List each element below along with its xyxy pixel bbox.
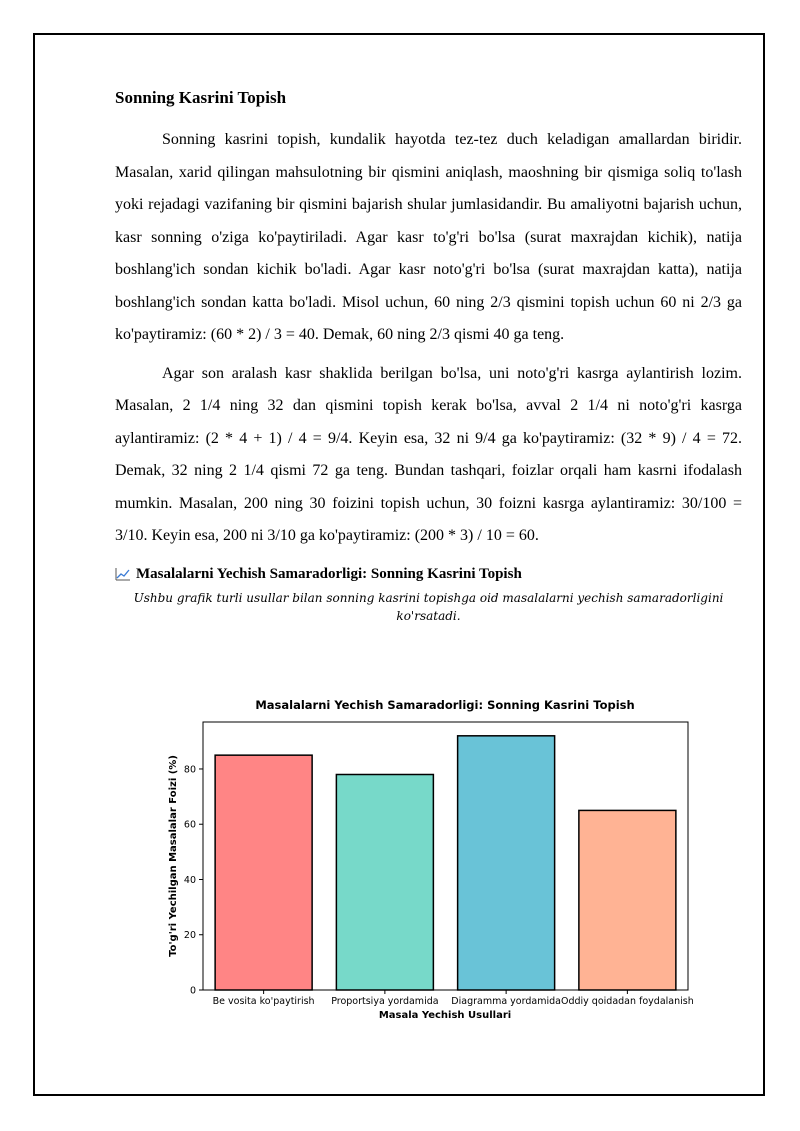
- y-axis-label: To'g'ri Yechilgan Masalalar Foizi (%): [168, 755, 179, 957]
- y-tick-label: 40: [183, 874, 196, 886]
- document-body: [115, 86, 742, 625]
- y-tick-label: 80: [183, 764, 196, 776]
- bar-3: [458, 736, 555, 990]
- chart-container: [150, 690, 710, 1030]
- paragraph-2: Agar son aralash kasr shaklida berilgan bo'lsa, uni noto'g'ri kasrga aylantirish lozim. Masalan, 2 1/4 ning 32 dan qismini topish kerak bo'lsa, avval 2 1/4 ni noto'g'ri kasrga aylantiramiz: (2 * 4 + 1) / 4 = 9/4. Keyin esa, 32 ni 9/4 ga ko'paytiramiz: (32 * 9) / 4 = 72. Demak, 32 ning 2 1/4 qismi 72 ga teng. Bundan tashqari, foizlar orqali ham kasrni ifodalash mumkin. Masalan, 200 ning 30 foizini topish uchun, 30 foizni kasrga aylantiramiz: 30/100 = 3/10. Keyin esa, 200 ni 3/10 ga ko'paytiramiz: (200 * 3) / 10 = 60.: [115, 364, 742, 544]
- chart-title: Masalalarni Yechish Samaradorligi: Sonning Kasrini Topish: [255, 698, 635, 712]
- x-axis-label: Masala Yechish Usullari: [378, 1010, 512, 1021]
- x-tick-label: Diagramma yordamida: [451, 996, 561, 1007]
- x-tick-label: Oddiy qoidadan foydalanish: [560, 996, 694, 1007]
- figure-caption: Ushbu grafik turli usullar bilan sonning kasrini topishga oid masalalarni yechish samaradorligini ko'rsatadi.: [133, 590, 724, 623]
- figure-title-text: Masalalarni Yechish Samaradorligi: Sonning Kasrini Topish: [136, 565, 522, 582]
- figure-title: [115, 563, 742, 585]
- x-tick-label: Proportsiya yordamida: [331, 996, 439, 1007]
- bar-1: [215, 755, 312, 990]
- y-tick-label: 20: [183, 930, 196, 942]
- paragraph-1: Sonning kasrini topish, kundalik hayotda tez-tez duch keladigan amallardan biridir. Masalan, xarid qilingan mahsulotning bir qismini aniqlash, maoshning bir qismiga soliq to'lash yoki rejadagi vazifaning bir qismini bajarish shular jumlasidandir. Bu amaliyotni bajarish uchun, kasr sonning o'ziga ko'paytiriladi. Agar kasr to'g'ri bo'lsa (surat maxrajdan kichik), natija boshlang'ich sondan kichik bo'ladi. Agar kasr noto'g'ri bo'lsa (surat maxrajdan katta), natija boshlang'ich sondan katta bo'ladi. Misol uchun, 60 ning 2/3 qismini topish uchun 60 ni 2/3 ga ko'paytiramiz: (60 * 2) / 3 = 40. Demak, 60 ning 2/3 qismi 40 ga teng.: [115, 131, 742, 343]
- chart-line-icon: [115, 567, 131, 581]
- x-tick-label: Be vosita ko'paytirish: [212, 996, 315, 1007]
- y-tick-label: 60: [183, 819, 196, 831]
- section-heading: Sonning Kasrini Topish: [115, 88, 287, 107]
- y-tick-label: 0: [189, 985, 196, 997]
- bar-4: [579, 810, 676, 990]
- bar-2: [336, 774, 433, 990]
- bar-chart: [150, 690, 710, 1030]
